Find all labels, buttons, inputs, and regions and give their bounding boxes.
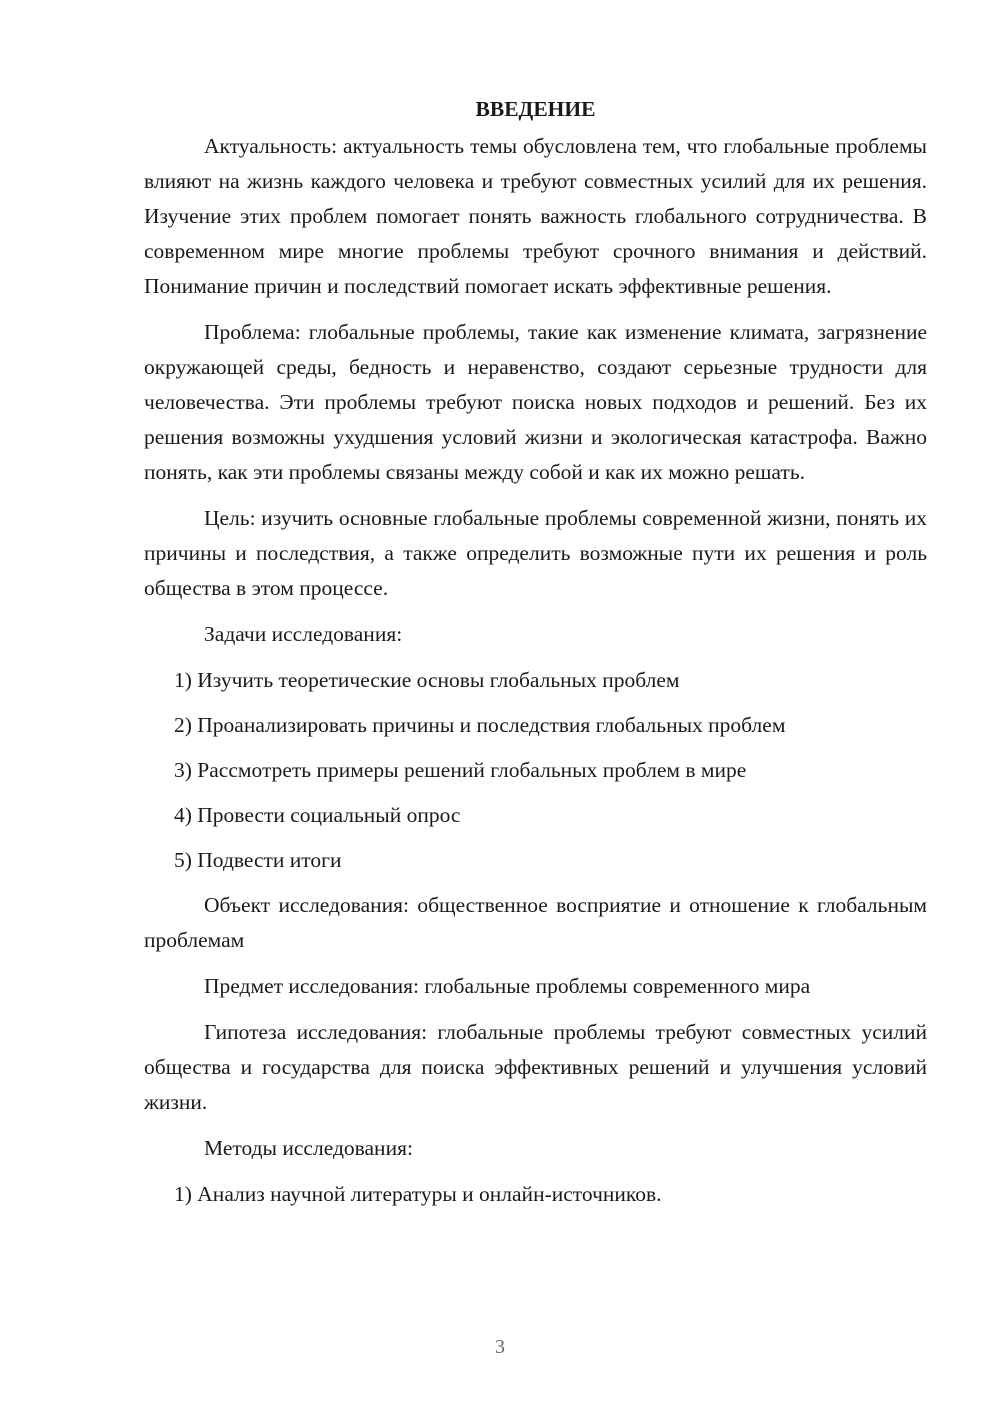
methods-title: Методы исследования: (204, 1136, 413, 1160)
tasks-title: Задачи исследования: (204, 622, 403, 646)
goal-paragraph: Цель: изучить основные глобальные проблемы современной жизни, понять их причины и последствия, а также определить возможные пути их решения и роль общества в этом процессе. (144, 506, 927, 600)
relevance-paragraph: Актуальность: актуальность темы обусловлена тем, что глобальные проблемы влияют на жизнь каждого человека и требуют совместных усилий для их решения. Изучение этих проблем помогает понять важность глобального сотрудничества. В современном мире многие проблемы требуют срочного внимания и действий. Понимание причин и последствий помогает искать эффективные решения. (144, 134, 927, 298)
subject-paragraph: Предмет исследования: глобальные проблемы современного мира (204, 974, 811, 998)
task-item: 3) Рассмотреть примеры решений глобальных проблем в мире (174, 758, 747, 782)
method-item: 1) Анализ научной литературы и онлайн-источников. (174, 1182, 662, 1206)
page-content (144, 92, 927, 1222)
object-paragraph: Объект исследования: общественное восприятие и отношение к глобальным проблемам (144, 893, 927, 952)
page-number: 3 (495, 1336, 505, 1358)
task-item: 5) Подвести итоги (174, 848, 342, 872)
page-heading: ВВЕДЕНИЕ (475, 97, 596, 121)
task-item: 2) Проанализировать причины и последствия глобальных проблем (174, 713, 786, 737)
problem-paragraph: Проблема: глобальные проблемы, такие как изменение климата, загрязнение окружающей среды, бедность и неравенство, создают серьезные трудности для человечества. Эти проблемы требуют поиска новых подходов и решений. Без их решения возможны ухудшения условий жизни и экологическая катастрофа. Важно понять, как эти проблемы связаны между собой и как их можно решать. (144, 320, 927, 484)
task-item: 4) Провести социальный опрос (174, 803, 461, 827)
hypothesis-paragraph: Гипотеза исследования: глобальные проблемы требуют совместных усилий общества и государства для поиска эффективных решений и улучшения условий жизни. (144, 1020, 927, 1114)
task-item: 1) Изучить теоретические основы глобальных проблем (174, 668, 680, 692)
